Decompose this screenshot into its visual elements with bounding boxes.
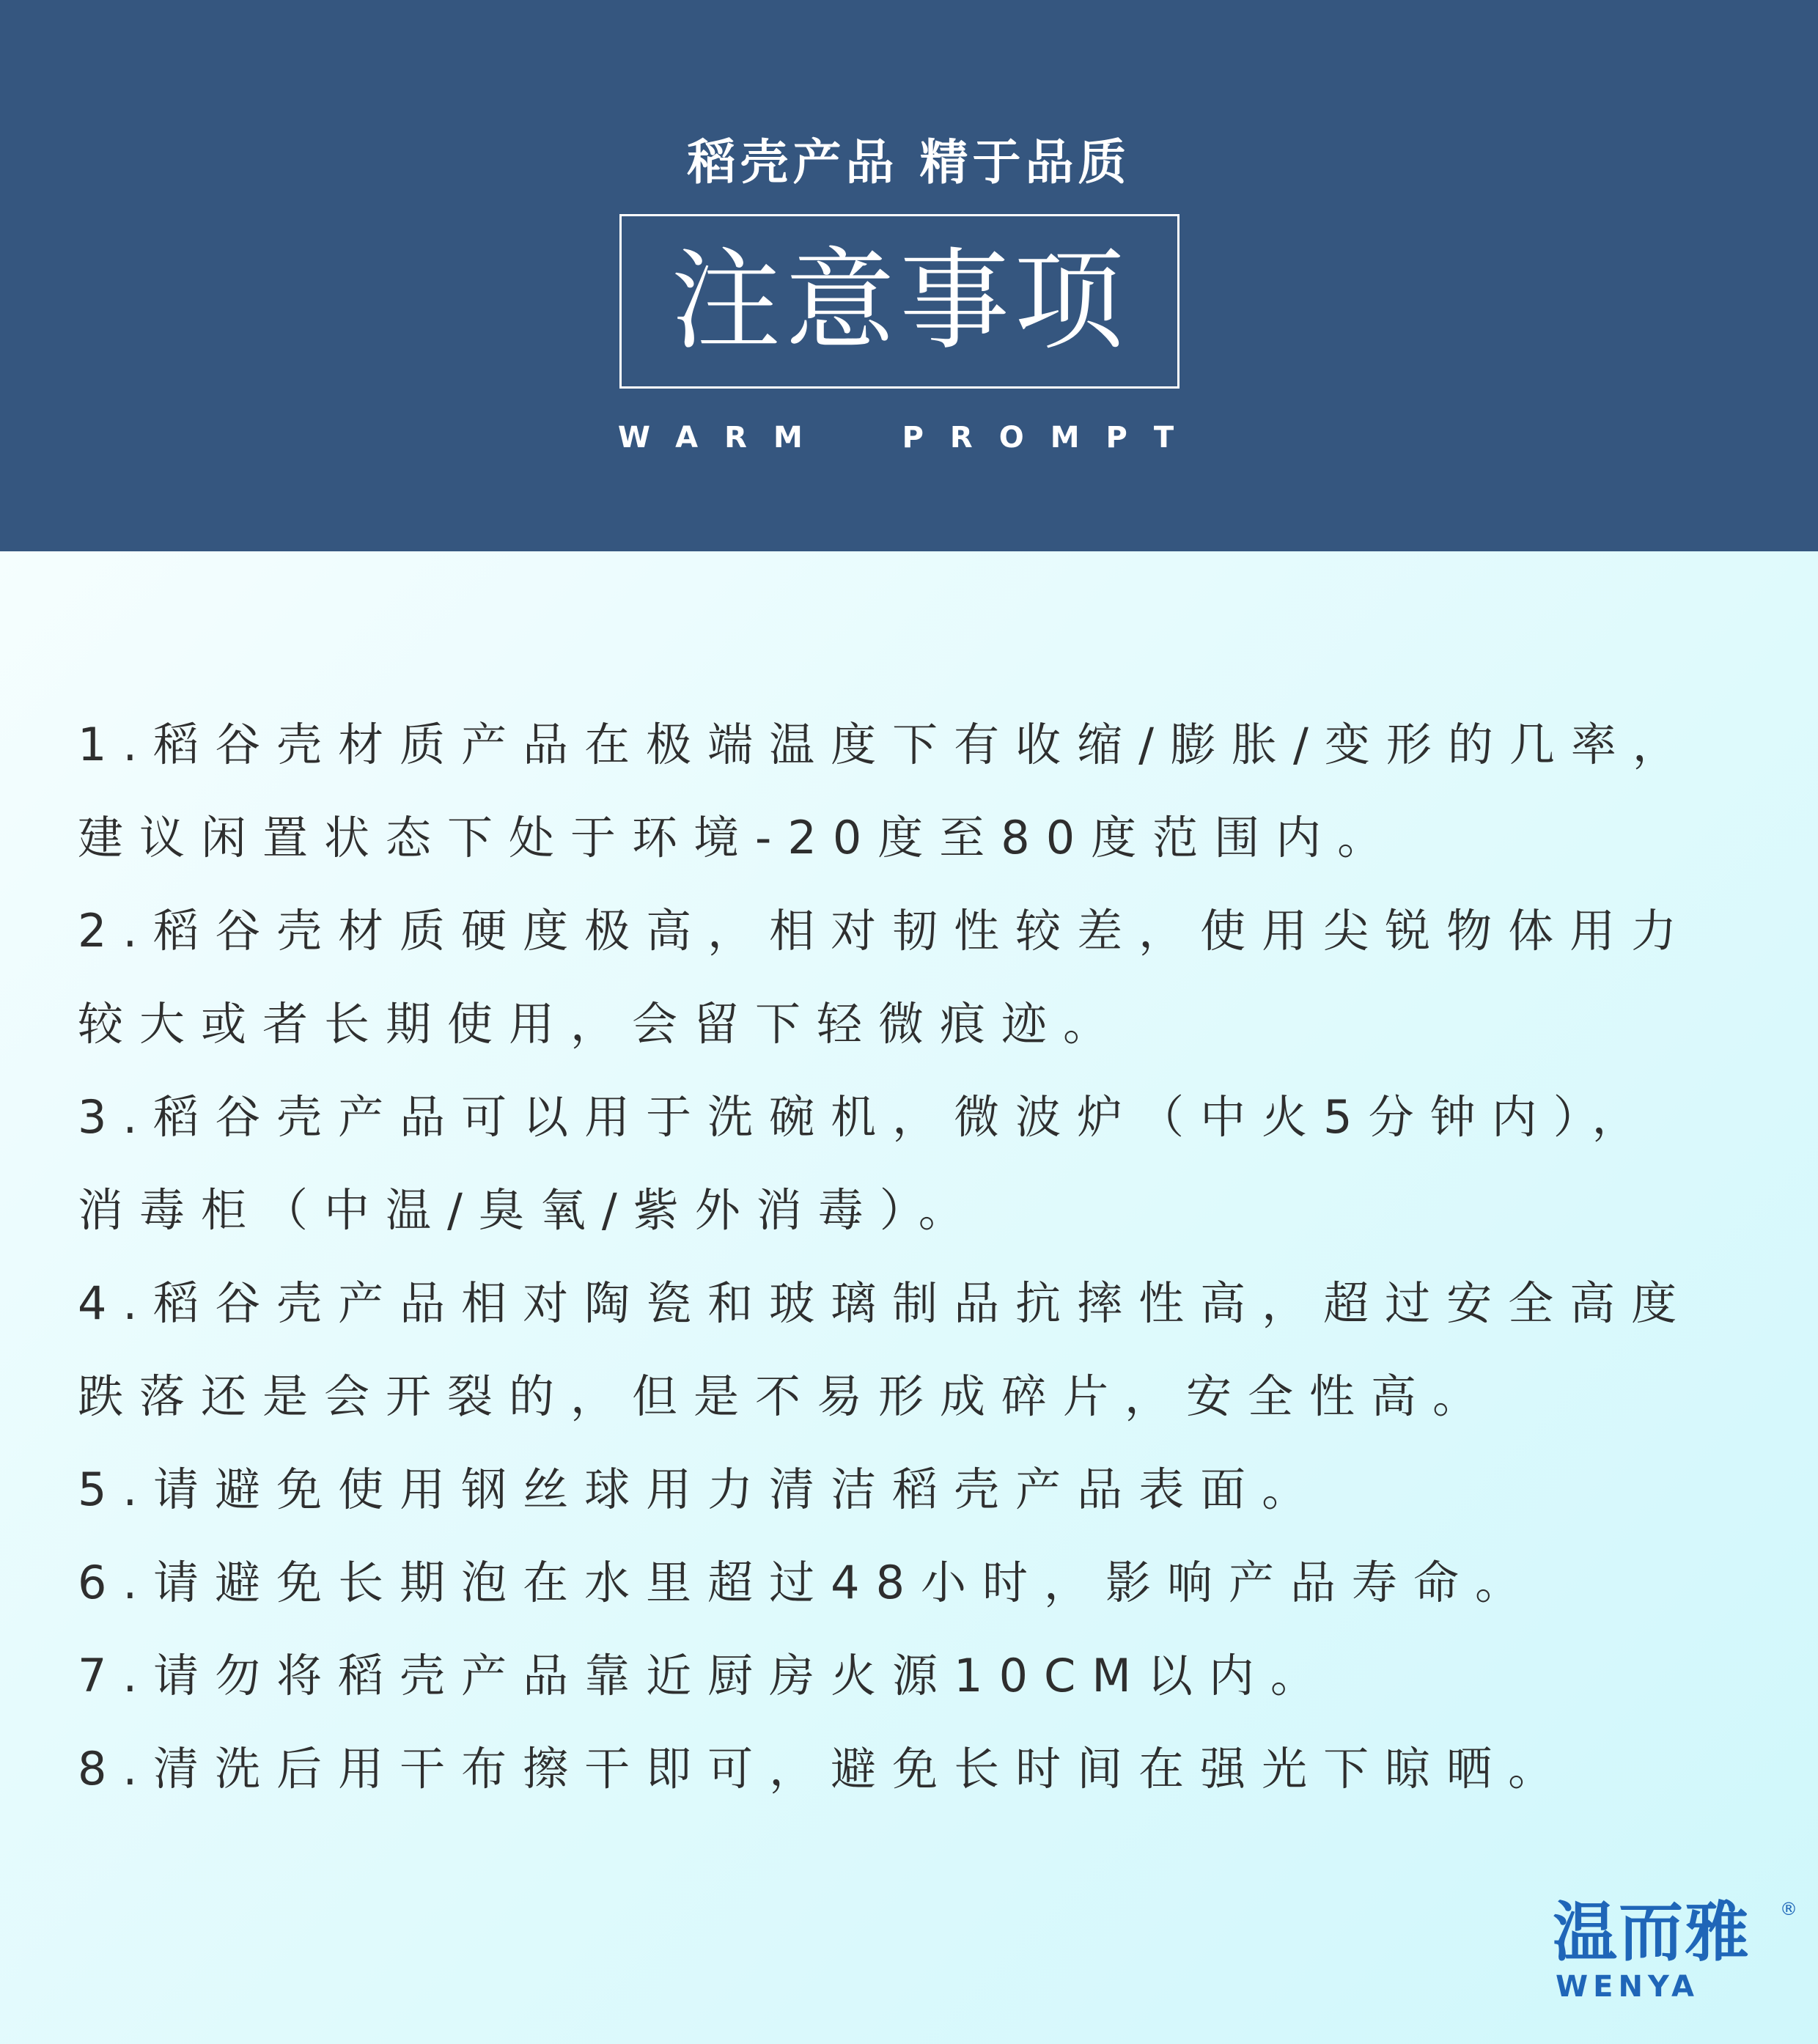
page-title: 注意事项	[670, 238, 1128, 365]
note-item: 8.清洗后用干布擦干即可，避免长时间在强光下晾晒。	[78, 1742, 1570, 1795]
note-item: 6.请避免长期泡在水里超过48小时，影响产品寿命。	[78, 1556, 1537, 1609]
slogan: 稻壳产品 精于品质	[687, 134, 1131, 191]
brand-name-en: WENYA	[1556, 1970, 1700, 2004]
note-item: 1.稻谷壳材质产品在极端温度下有收缩/膨胀/变形的几率， 建议闲置状态下处于环境-20度至80度范围内。	[78, 718, 1694, 864]
note-item: 5.请避免使用钢丝球用力清洁稻壳产品表面。	[78, 1463, 1324, 1516]
note-item: 7.请勿将稻壳产品靠近厨房火源10CM以内。	[78, 1649, 1332, 1702]
brand-name-cn: 温而雅	[1553, 1894, 1751, 1970]
brand-logo	[1553, 1894, 1802, 2010]
registered-mark: ®	[1780, 1899, 1797, 1919]
page-subtitle: WARM PROMPT	[617, 421, 1201, 455]
notes-list	[78, 698, 1786, 1815]
note-item: 2.稻谷壳材质硬度极高，相对韧性较差，使用尖锐物体用力 较大或者长期使用，会留下轻微痕迹。	[78, 904, 1693, 1051]
header-banner	[0, 0, 1818, 551]
title-frame	[619, 214, 1180, 389]
note-item: 3.稻谷壳产品可以用于洗碗机，微波炉（中火5分钟内）， 消毒柜（中温/臭氧/紫外消毒）。	[78, 1090, 1654, 1237]
note-item: 4.稻谷壳产品相对陶瓷和玻璃制品抗摔性高，超过安全高度 跌落还是会开裂的，但是不易形成碎片，安全性高。	[78, 1276, 1693, 1423]
